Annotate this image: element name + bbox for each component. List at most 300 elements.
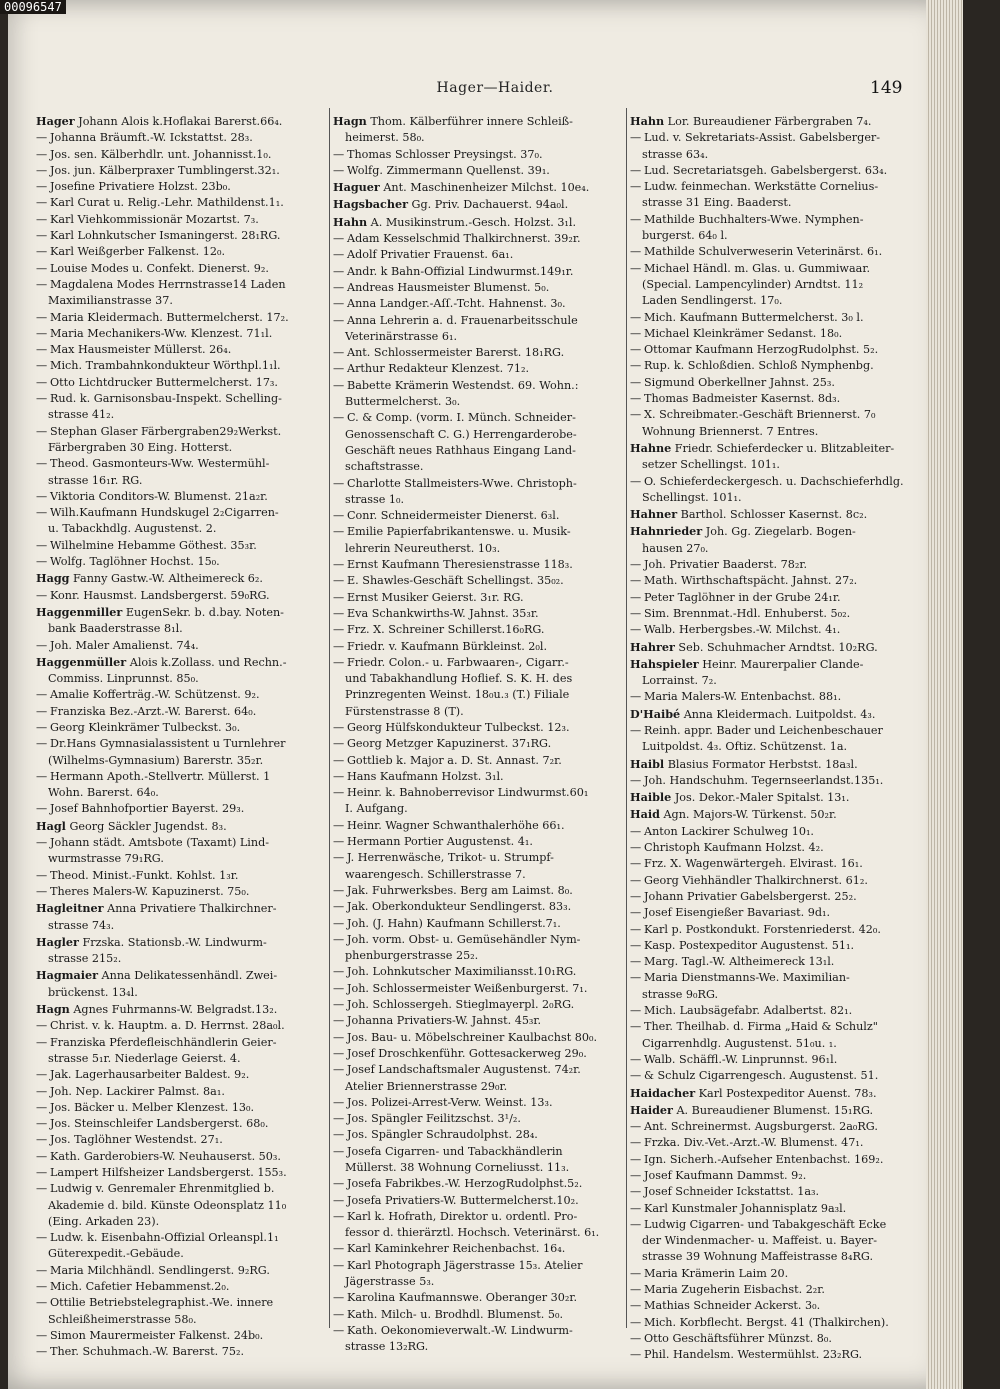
directory-entry: — Jak. Lagerhausarbeiter Baldest. 9₂. <box>36 1068 250 1082</box>
entry-continuation: phenburgerstrasse 25₂. <box>345 949 479 963</box>
directory-entry: — Walb. Herbergsbes.-W. Milchst. 4₁. <box>630 623 841 637</box>
entry-continuation: der Windenmacher- u. Maffeist. u. Bayer- <box>642 1234 878 1248</box>
entry-text: EugenSekr. b. d.bay. Noten- <box>122 605 284 619</box>
entry-text: Josefine Privatiere Holzst. 23b₀. <box>50 180 231 194</box>
entry-text: Gg. Priv. Dachauerst. 94a₀l. <box>407 198 569 212</box>
entry-text: Jak. Oberkondukteur Sendlingerst. 83₃. <box>347 900 572 914</box>
entry-text: Wilh.Kaufmann Hundskugel 2₂Cigarren- <box>50 506 279 520</box>
surname: Hahnrieder <box>630 524 703 539</box>
directory-entry: — Peter Taglöhner in der Grube 24₁r. <box>630 590 841 604</box>
entry-text: Walb. Herbergsbes.-W. Milchst. 4₁. <box>644 623 841 637</box>
directory-entry: — Georg Metzger Kapuzinerst. 37₁RG. <box>333 737 552 751</box>
surname: Hagler <box>36 934 79 949</box>
directory-entry: — Johann Privatier Gabelsbergerst. 25₂. <box>630 889 857 903</box>
surname: Haggenmüller <box>36 654 127 669</box>
directory-entry: — J. Herrenwäsche, Trikot- u. Strumpf- <box>333 851 554 865</box>
entry-text: Christ. v. k. Hauptm. a. D. Herrnst. 28a₀l. <box>50 1019 285 1033</box>
entry-text: Mich. Laubsägefabr. Adalbertst. 82₁. <box>644 1004 853 1018</box>
entry-text: Maria Mechanikers-Ww. Klenzest. 71₁l. <box>50 326 273 340</box>
directory-entry: — Jak. Fuhrwerksbes. Berg am Laimst. 8₀. <box>333 883 573 897</box>
directory-entry: — Jos. Spängler Schraudolphst. 28₄. <box>333 1128 538 1142</box>
entry-continuation: Lorrainst. 7₂. <box>642 674 717 688</box>
directory-entry: — Marg. Tagl.-W. Altheimereck 13₁l. <box>630 955 835 969</box>
surname-entry <box>630 656 922 673</box>
entry-text: Jos. sen. Kälberhdlr. unt. Johannisst.1₀. <box>50 147 272 161</box>
entry-text: Josef Eisengießer Bavariast. 9d₁. <box>644 906 831 920</box>
directory-entry: — Wolfg. Taglöhner Hochst. 15₀. <box>36 555 220 569</box>
entry-text: Josefa Fabrikbes.-W. HerzogRudolphst.5₂. <box>347 1177 583 1191</box>
book-spine-edge <box>926 0 963 1389</box>
directory-entry: — Johanna Privatiers-W. Jahnst. 45₃r. <box>333 1014 542 1028</box>
surname-entry <box>630 756 922 773</box>
directory-entry: — O. Schieferdeckergesch. u. Dachschieferhdlg. <box>630 474 904 488</box>
entry-text: Theod. Gasmonteurs-Ww. Westermühl- <box>50 457 270 471</box>
entry-text: Friedr. Colon.- u. Farbwaaren-, Cigarr.- <box>347 655 569 669</box>
entry-continuation: Veterinärstrasse 6₁. <box>345 329 458 343</box>
entry-text: Rud. k. Garnisonsbau-Inspekt. Schelling- <box>50 392 282 406</box>
entry-text: Agnes Fuhrmanns-W. Belgradst.13₂. <box>69 1003 278 1017</box>
entry-text: Karl Lohnkutscher Ismaningerst. 28₁RG. <box>50 229 281 243</box>
surname-entry <box>630 706 922 723</box>
entry-text: Barthol. Schlosser Kasernst. 8c₂. <box>677 508 868 522</box>
directory-entry: — Adolf Privatier Frauenst. 6a₁. <box>333 248 514 262</box>
directory-entry: — Thomas Badmeister Kasernst. 8d₃. <box>630 392 841 406</box>
directory-entry: — Joh. Nep. Lackirer Palmst. 8a₁. <box>36 1084 225 1098</box>
entry-continuation: strasse 9₀RG. <box>642 987 719 1001</box>
entry-text: Wolfg. Zimmermann Quellenst. 39₁. <box>347 163 550 177</box>
entry-text: Karl Kunstmaler Johannisplatz 9a₃l. <box>644 1201 847 1215</box>
surname-entry <box>36 818 328 835</box>
entry-text: Amalie Kofferträg.-W. Schützenst. 9₂. <box>50 688 260 702</box>
entry-text: Joh. Gg. Ziegelarb. Bogen- <box>702 525 856 539</box>
directory-entry: — Hans Kaufmann Holzst. 3₁l. <box>333 769 504 783</box>
entry-text: Anna Kleidermach. Luitpoldst. 4₃. <box>680 707 876 721</box>
entry-text: Jos. Polizei-Arrest-Verw. Weinst. 13₃. <box>347 1095 553 1109</box>
entry-text: Ottilie Betriebstelegraphist.-We. innere <box>50 1296 274 1310</box>
directory-entry: — Frzka. Div.-Vet.-Arzt.-W. Blumenst. 47₁. <box>630 1136 864 1150</box>
entry-text: Louise Modes u. Confekt. Dienerst. 9₂. <box>50 261 269 275</box>
entry-text: Jos. Spängler Schraudolphst. 28₄. <box>347 1128 538 1142</box>
entry-text: Andreas Hausmeister Blumenst. 5₀. <box>347 280 550 294</box>
directory-entry: — Babette Krämerin Westendst. 69. Wohn.: <box>333 378 579 392</box>
entry-continuation: Fürstenstrasse 8 (T). <box>345 704 464 718</box>
directory-entry: — Mich. Laubsägefabr. Adalbertst. 82₁. <box>630 1004 853 1018</box>
directory-entry: — Mich. Trambahnkondukteur Wörthpl.1₁l. <box>36 359 281 373</box>
directory-entry: — Josef Kaufmann Dammst. 9₂. <box>630 1169 807 1182</box>
entry-continuation: Güterexpedit.-Gebäude. <box>48 1247 184 1261</box>
directory-entry: — Karl Photograph Jägerstrasse 15₃. Atelier <box>333 1258 583 1272</box>
directory-entry: — Sim. Brennmat.-Hdl. Enhuberst. 5₀₂. <box>630 606 851 620</box>
directory-entry: — Ernst Musiker Geierst. 3₁r. RG. <box>333 590 524 604</box>
entry-text: Karl p. Postkondukt. Forstenriederst. 42₀. <box>644 922 881 936</box>
entry-text: Josefa Cigarren- und Tabackhändlerin <box>347 1144 563 1158</box>
entry-text: Adolf Privatier Frauenst. 6a₁. <box>347 248 514 262</box>
directory-entry: — Jos. jun. Kälberpraxer Tumblingerst.32₁. <box>36 163 280 177</box>
surname-entry <box>36 604 328 621</box>
entry-text: E. Shawles-Geschäft Schellingst. 35₀₂. <box>347 574 564 588</box>
directory-entry: — Lud. Secretariatsgeh. Gabelsbergerst. 63₄. <box>630 163 888 177</box>
directory-entry: — Ign. Sicherh.-Aufseher Entenbachst. 169₂. <box>630 1152 884 1166</box>
entry-text: Mathias Schneider Ackerst. 3₀. <box>644 1299 821 1313</box>
entry-text: Karl Curat u. Relig.-Lehr. Mathildenst.1₁. <box>50 196 284 210</box>
entry-text: Wilhelmine Hebamme Göthest. 35₃r. <box>50 538 257 552</box>
entry-text: Ludw. feinmechan. Werkstätte Cornelius- <box>644 180 879 194</box>
entry-text: Jak. Fuhrwerksbes. Berg am Laimst. 8₀. <box>347 883 573 897</box>
surname: Hahn <box>333 214 368 229</box>
surname-entry <box>36 1001 328 1018</box>
directory-entry: — Josefa Cigarren- und Tabackhändlerin <box>333 1144 563 1158</box>
surname-entry <box>36 570 328 587</box>
entry-continuation: strasse 215₂. <box>48 952 122 966</box>
entry-continuation: fessor d. thierärztl. Hochsch. Veterinärst. 6₁. <box>345 1226 600 1240</box>
entry-text: A. Musikinstrum.-Gesch. Holzst. 3₁l. <box>367 215 577 229</box>
directory-entry: — Lud. v. Sekretariats-Assist. Gabelsberger- <box>630 131 881 145</box>
entry-text: Johann städt. Amtsbote (Taxamt) Lind- <box>50 836 270 850</box>
directory-entry: — Conr. Schneidermeister Dienerst. 6₃l. <box>333 509 560 523</box>
entry-continuation: Buttermelcherst. 3₀. <box>345 395 461 409</box>
entry-text: Otto Lichtdrucker Buttermelcherst. 17₃. <box>50 375 278 389</box>
surname: Hagn <box>36 1002 70 1017</box>
directory-entry: — Maria Krämerin Laim 20. <box>630 1266 789 1280</box>
surname: Haid <box>630 807 660 822</box>
entry-text: Ant. Schlossermeister Barerst. 18₁RG. <box>347 346 565 360</box>
entry-text: Dr.Hans Gymnasialassistent u Turnlehrer <box>50 737 286 751</box>
entry-continuation: (Wilhelms-Gymnasium) Barerstr. 35₂r. <box>48 753 264 767</box>
directory-entry: — Magdalena Modes Herrnstrasse14 Laden <box>36 277 286 291</box>
surname: Hahn <box>630 114 665 128</box>
entry-text: X. Schreibmater.-Geschäft Briennerst. 7₀ <box>644 408 876 422</box>
surname-entry <box>630 806 922 823</box>
directory-entry: — Jak. Oberkondukteur Sendlingerst. 83₃. <box>333 900 572 914</box>
directory-entry: — Mich. Cafetier Hebammenst.2₀. <box>36 1280 230 1294</box>
directory-entry: — Wilhelmine Hebamme Göthest. 35₃r. <box>36 538 257 552</box>
entry-continuation: Akademie d. bild. Künste Odeonsplatz 11₀ <box>48 1198 287 1212</box>
entry-text: Friedr. Schieferdecker u. Blitzableiter- <box>671 441 895 455</box>
directory-entry: — Johanna Bräumft.-W. Ickstattst. 28₃. <box>36 131 253 145</box>
entry-text: Jos. Dekor.-Maler Spitalst. 13₁. <box>671 791 850 805</box>
entry-text: Franziska Pferdefleischhändlerin Geier- <box>50 1035 277 1049</box>
scan-id-stamp: 00096547 <box>0 0 66 14</box>
entry-text: Anna Privatiere Thalkirchner- <box>103 902 277 916</box>
surname: Haider <box>630 1102 673 1117</box>
entry-continuation: Wohnung Briennerst. 7 Entres. <box>642 424 819 438</box>
directory-entry: — Karl Curat u. Relig.-Lehr. Mathildenst.1₁. <box>36 196 284 210</box>
directory-entry: — Josef Droschkenführ. Gottesackerweg 29₀. <box>333 1046 587 1060</box>
entry-text: Mathilde Buchhalters-Wwe. Nymphen- <box>644 212 864 226</box>
directory-entry: — Ludw. feinmechan. Werkstätte Cornelius- <box>630 180 879 194</box>
entry-text: O. Schieferdeckergesch. u. Dachschieferhdlg. <box>644 474 904 488</box>
entry-continuation: strasse 1₀. <box>345 492 405 506</box>
entry-text: Gottlieb k. Major a. D. St. Annast. 7₂r. <box>347 753 562 767</box>
entry-text: J. Herrenwäsche, Trikot- u. Strumpf- <box>347 851 554 865</box>
directory-entry: — Karl Kunstmaler Johannisplatz 9a₃l. <box>630 1201 847 1215</box>
directory-entry: — X. Schreibmater.-Geschäft Briennerst. 7₀ <box>630 408 876 422</box>
entry-text: Karl Kaminkehrer Reichenbachst. 16₄. <box>347 1242 566 1256</box>
directory-entry: — Reinh. appr. Bader und Leichenbeschauer <box>630 723 883 737</box>
entry-continuation: strasse 39 Wohnung Maffeistrasse 8₄RG. <box>642 1250 874 1264</box>
directory-entry: — Ther. Schuhmach.-W. Barerst. 75₂. <box>36 1345 245 1359</box>
directory-entry: — Ludwig Cigarren- und Tabakgeschäft Ecke <box>630 1217 887 1231</box>
directory-entry: — Ludwig v. Genremaler Ehrenmitglied b. <box>36 1182 275 1196</box>
directory-entry: — Ther. Theilhab. d. Firma „Haid & Schulz" <box>630 1020 878 1034</box>
directory-entry: — Theod. Gasmonteurs-Ww. Westermühl- <box>36 457 270 471</box>
entry-text: Frz. X. Wagenwärtergeh. Elvirast. 16₁. <box>644 857 863 871</box>
surname: Hagn <box>333 114 367 128</box>
entry-text: & Schulz Cigarrengesch. Augustenst. 51. <box>644 1069 879 1083</box>
entry-text: Mich. Kaufmann Buttermelcherst. 3₀ l. <box>644 310 864 324</box>
entry-text: Johanna Privatiers-W. Jahnst. 45₃r. <box>347 1014 542 1028</box>
entry-text: Jos. Bäcker u. Melber Klenzest. 13₀. <box>50 1100 255 1114</box>
entry-continuation: u. Tabackhdlg. Augustenst. 2. <box>48 522 217 536</box>
entry-text: Blasius Formator Herbstst. 18a₃l. <box>664 757 858 771</box>
directory-entry: — Simon Maurermeister Falkenst. 24b₀. <box>36 1328 264 1342</box>
directory-entry: — Konr. Hausmst. Landsbergerst. 59₀RG. <box>36 588 270 602</box>
entry-continuation: strasse 16₁r. RG. <box>48 473 143 487</box>
entry-text: Conr. Schneidermeister Dienerst. 6₃l. <box>347 509 560 523</box>
entry-text: Simon Maurermeister Falkenst. 24b₀. <box>50 1328 264 1342</box>
directory-entry: — Joh. Handschuhm. Tegernseerlandst.135₁. <box>630 773 884 787</box>
directory-entry: — Maria Kleidermach. Buttermelcherst. 17₂. <box>36 310 289 324</box>
entry-continuation: wurmstrasse 79₁RG. <box>48 852 164 866</box>
entry-text: Ign. Sicherh.-Aufseher Entenbachst. 169₂. <box>644 1152 884 1166</box>
directory-entry: — Frz. X. Schreiner Schillerst.16₀RG. <box>333 623 545 637</box>
entry-text: Josef Schneider Ickstattst. 1a₃. <box>644 1185 820 1199</box>
directory-entry: — Max Hausmeister Müllerst. 26₄. <box>36 343 232 357</box>
entry-text: Hermann Portier Augustenst. 4₁. <box>347 835 533 849</box>
directory-entry: — Wolfg. Zimmermann Quellenst. 39₁. <box>333 163 550 177</box>
directory-entry: — Johann städt. Amtsbote (Taxamt) Lind- <box>36 836 270 850</box>
directory-entry: — Hermann Portier Augustenst. 4₁. <box>333 835 533 849</box>
entry-continuation: Laden Sendlingerst. 17₀. <box>642 294 783 308</box>
entry-text: Lud. v. Sekretariats-Assist. Gabelsberger- <box>644 131 881 145</box>
directory-entry: — & Schulz Cigarrengesch. Augustenst. 51. <box>630 1069 879 1083</box>
directory-entry: — Wilh.Kaufmann Hundskugel 2₂Cigarren- <box>36 506 279 520</box>
directory-entry: — Joh. Schlossergeh. Stieglmayerpl. 2₀RG. <box>333 998 575 1012</box>
entry-continuation: strasse 41₂. <box>48 408 115 422</box>
surname-entry <box>36 113 328 130</box>
entry-continuation: schaftstrasse. <box>345 460 424 474</box>
entry-continuation: Genossenschaft C. G.) Herrengarderobe- <box>345 427 577 441</box>
directory-entry: — Joh. Schlossermeister Weißenburgerst. 7₁. <box>333 981 588 995</box>
directory-entry: — Jos. Steinschleifer Landsbergerst. 68₀. <box>36 1117 269 1131</box>
entry-text: Kath. Oekonomieverwalt.-W. Lindwurm- <box>347 1323 573 1337</box>
column-rule <box>626 108 627 1328</box>
entry-text: Mathilde Schulverweserin Veterinärst. 6₁. <box>644 245 883 259</box>
directory-entry: — Franziska Pferdefleischhändlerin Geier- <box>36 1035 277 1049</box>
entry-continuation: strasse 63₄. <box>642 147 709 161</box>
entry-continuation: Atelier Briennerstrasse 29₀r. <box>345 1079 508 1093</box>
directory-entry: — Sigmund Oberkellner Jahnst. 25₃. <box>630 375 835 389</box>
column-3 <box>630 113 922 1362</box>
directory-entry: — Mathias Schneider Ackerst. 3₀. <box>630 1299 821 1313</box>
entry-text: Karolina Kaufmannswe. Oberanger 30₂r. <box>347 1291 578 1305</box>
entry-continuation: Commiss. Linprunnst. 85₀. <box>48 672 199 686</box>
entry-text: Mich. Korbflecht. Bergst. 41 (Thalkirchen). <box>644 1315 889 1329</box>
directory-entry: — Joh. vorm. Obst- u. Gemüsehändler Nym- <box>333 932 581 946</box>
entry-text: Wolfg. Taglöhner Hochst. 15₀. <box>50 555 220 569</box>
entry-text: Fanny Gastw.-W. Altheimereck 6₂. <box>69 572 263 586</box>
directory-entry: — Jos. Polizei-Arrest-Verw. Weinst. 13₃. <box>333 1095 553 1109</box>
entry-text: Georg Säckler Jugendst. 8₃. <box>65 819 227 833</box>
directory-entry: — Josef Schneider Ickstattst. 1a₃. <box>630 1185 820 1199</box>
entry-continuation: waarengesch. Schillerstrasse 7. <box>345 867 526 881</box>
directory-entry: — Josef Eisengießer Bavariast. 9d₁. <box>630 906 831 920</box>
surname-entry <box>333 179 625 196</box>
directory-entry: — Jos. Taglöhner Westendst. 27₁. <box>36 1133 223 1147</box>
entry-text: Josef Kaufmann Dammst. 9₂. <box>644 1169 807 1182</box>
entry-text: Ther. Theilhab. d. Firma „Haid & Schulz" <box>644 1020 878 1034</box>
directory-entry: — Thomas Schlosser Preysingst. 37₀. <box>333 147 543 161</box>
entry-text: Karl Photograph Jägerstrasse 15₃. Atelier <box>347 1258 583 1272</box>
directory-entry: — Stephan Glaser Färbergraben29₂Werkst. <box>36 424 282 438</box>
directory-entry: — Karl k. Hofrath, Direktor u. ordentl. Pro- <box>333 1209 578 1223</box>
entry-text: Lud. Secretariatsgeh. Gabelsbergerst. 63₄. <box>644 163 888 177</box>
directory-entry: — Lampert Hilfsheizer Landsbergerst. 155₃. <box>36 1166 287 1179</box>
directory-entry: — Theres Malers-W. Kapuzinerst. 75₀. <box>36 884 250 898</box>
entry-text: Kath. Garderobiers-W. Neuhauserst. 50₃. <box>50 1149 281 1163</box>
entry-text: Sigmund Oberkellner Jahnst. 25₃. <box>644 375 835 389</box>
entry-text: Reinh. appr. Bader und Leichenbeschauer <box>644 723 883 737</box>
directory-entry: — Heinr. Wagner Schwanthalerhöhe 66₁. <box>333 818 565 832</box>
directory-entry: — Mich. Korbflecht. Bergst. 41 (Thalkirchen). <box>630 1315 889 1329</box>
entry-text: Anna Delikatessenhändl. Zwei- <box>98 969 278 983</box>
directory-entry: — Karl p. Postkondukt. Forstenriederst. 42₀. <box>630 922 881 936</box>
directory-entry: — Phil. Handelsm. Westermühlst. 23₂RG. <box>630 1348 863 1362</box>
surname: Hagleitner <box>36 901 104 916</box>
surname: Hagl <box>36 818 66 833</box>
entry-text: Anton Lackirer Schulweg 10₁. <box>644 824 814 838</box>
entry-text: Maria Malers-W. Entenbachst. 88₁. <box>644 690 842 704</box>
entry-continuation: strasse 74₃. <box>48 918 115 932</box>
directory-entry: — Christ. v. k. Hauptm. a. D. Herrnst. 28a₀l. <box>36 1019 285 1033</box>
directory-entry: — Mich. Kaufmann Buttermelcherst. 3₀ l. <box>630 310 864 324</box>
entry-text: Heinr. Maurerpalier Clande- <box>698 657 864 671</box>
entry-text: Josef Landschaftsmaler Augustenst. 74₂r. <box>347 1063 581 1077</box>
surname: Haguer <box>333 180 380 195</box>
surname-entry <box>36 900 328 917</box>
entry-text: Frz. X. Schreiner Schillerst.16₀RG. <box>347 623 545 637</box>
entry-text: Rup. k. Schloßdien. Schloß Nymphenbg. <box>644 359 874 373</box>
entry-text: Mich. Trambahnkondukteur Wörthpl.1₁l. <box>50 359 281 373</box>
directory-entry: — Georg Hülfskondukteur Tulbeckst. 12₃. <box>333 720 570 734</box>
directory-entry: — Karl Viehkommissionär Mozartst. 7₃. <box>36 212 259 226</box>
directory-entry: — Adam Kesselschmid Thalkirchnerst. 39₂r. <box>333 232 581 246</box>
entry-continuation: I. Aufgang. <box>345 802 408 816</box>
directory-entry: — Anna Landger.-Aſſ.-Tcht. Hahnenst. 3₀. <box>333 297 566 311</box>
entry-text: Joh. Nep. Lackirer Palmst. 8a₁. <box>50 1084 225 1098</box>
entry-text: Jos. Taglöhner Westendst. 27₁. <box>50 1133 223 1147</box>
entry-text: Joh. Privatier Baaderst. 78₂r. <box>644 558 808 572</box>
directory-entry: — Rup. k. Schloßdien. Schloß Nymphenbg. <box>630 359 874 373</box>
surname: Haidacher <box>630 1085 696 1100</box>
directory-entry: — Kath. Garderobiers-W. Neuhauserst. 50₃. <box>36 1149 281 1163</box>
directory-entry: — Josefa Fabrikbes.-W. HerzogRudolphst.5₂. <box>333 1177 583 1191</box>
directory-entry: — Gottlieb k. Major a. D. St. Annast. 7₂r. <box>333 753 562 767</box>
entry-text: Phil. Handelsm. Westermühlst. 23₂RG. <box>644 1348 863 1362</box>
entry-continuation: Schleißheimerstrasse 58₀. <box>48 1312 197 1326</box>
entry-text: Karl Postexpeditor Auenst. 78₃. <box>695 1086 877 1100</box>
directory-entry: — Ant. Schlossermeister Barerst. 18₁RG. <box>333 346 565 360</box>
entry-text: Joh. Schlossermeister Weißenburgerst. 7₁. <box>347 981 588 995</box>
directory-entry: — Michael Händl. m. Glas. u. Gummiwaar. <box>630 261 871 275</box>
entry-text: C. & Comp. (vorm. I. Münch. Schneider- <box>347 411 576 425</box>
directory-entry: — Viktoria Conditors-W. Blumenst. 21a₂r. <box>36 489 268 503</box>
entry-text: Sim. Brennmat.-Hdl. Enhuberst. 5₀₂. <box>644 606 851 620</box>
surname-entry <box>630 506 922 523</box>
directory-entry: — Theod. Minist.-Funkt. Kohlst. 1₃r. <box>36 868 239 882</box>
entry-text: Karl k. Hofrath, Direktor u. ordentl. Pro- <box>347 1209 578 1223</box>
entry-text: Frzka. Div.-Vet.-Arzt.-W. Blumenst. 47₁. <box>644 1136 864 1150</box>
directory-entry: — Anna Lehrerin a. d. Frauenarbeitsschule <box>333 313 578 327</box>
directory-entry: — Dr.Hans Gymnasialassistent u Turnlehrer <box>36 737 286 751</box>
directory-entry: — Joh. Maler Amalienst. 74₄. <box>36 638 199 652</box>
directory-entry: — Frz. X. Wagenwärtergeh. Elvirast. 16₁. <box>630 857 863 871</box>
entry-text: Ludw. k. Eisenbahn-Offizial Orleanspl.1₁ <box>50 1231 279 1245</box>
entry-continuation: Cigarrenhdlg. Augustenst. 51₀u. ₁. <box>642 1036 837 1050</box>
entry-text: Karl Weißgerber Falkenst. 12₀. <box>50 245 226 259</box>
entry-text: Joh. Lohnkutscher Maximiliansst.10₁RG. <box>347 965 577 979</box>
entry-text: Ernst Kaufmann Theresienstrasse 118₃. <box>347 558 573 572</box>
entry-text: Stephan Glaser Färbergraben29₂Werkst. <box>50 424 282 438</box>
entry-text: Thomas Schlosser Preysingst. 37₀. <box>347 147 543 161</box>
entry-continuation: Schellingst. 101₁. <box>642 490 742 504</box>
directory-entry: — Joh. Lohnkutscher Maximiliansst.10₁RG. <box>333 965 577 979</box>
surname-entry <box>630 113 922 130</box>
entry-text: Michael Händl. m. Glas. u. Gummiwaar. <box>644 261 871 275</box>
entry-text: Peter Taglöhner in der Grube 24₁r. <box>644 590 841 604</box>
entry-text: Karl Viehkommissionär Mozartst. 7₃. <box>50 212 259 226</box>
entry-continuation: bank Baaderstrasse 8₁l. <box>48 622 183 636</box>
entry-text: Seb. Schuhmacher Arndtst. 10₂RG. <box>674 640 878 654</box>
directory-entry: — Karl Weißgerber Falkenst. 12₀. <box>36 245 226 259</box>
entry-text: Arthur Redakteur Klenzest. 71₂. <box>347 362 530 376</box>
directory-entry: — Josefine Privatiere Holzst. 23b₀. <box>36 180 231 194</box>
entry-text: Theres Malers-W. Kapuzinerst. 75₀. <box>50 884 250 898</box>
entry-text: Josefa Privatiers-W. Buttermelcherst.10₂. <box>347 1193 579 1207</box>
directory-entry: — Maria Zugeherin Eisbachst. 2₂r. <box>630 1283 825 1297</box>
directory-entry: — Maria Malers-W. Entenbachst. 88₁. <box>630 690 842 704</box>
entry-text: Maria Zugeherin Eisbachst. 2₂r. <box>644 1283 825 1297</box>
entry-text: Johann Alois k.Hoflakai Barerst.66₄. <box>74 115 283 128</box>
entry-text: Georg Viehhändler Thalkirchnerst. 61₂. <box>644 873 868 887</box>
entry-text: Hans Kaufmann Holzst. 3₁l. <box>347 769 504 783</box>
entry-text: Lampert Hilfsheizer Landsbergerst. 155₃. <box>50 1166 287 1179</box>
entry-continuation: strasse 31 Eing. Baaderst. <box>642 196 792 210</box>
entry-text: Charlotte Stallmeisters-Wwe. Christoph- <box>347 476 577 490</box>
entry-text: Thomas Badmeister Kasernst. 8d₃. <box>644 392 841 406</box>
entry-text: Maria Krämerin Laim 20. <box>644 1266 789 1280</box>
directory-entry: — Otto Lichtdrucker Buttermelcherst. 17₃. <box>36 375 278 389</box>
surname: Hahrer <box>630 639 675 654</box>
surname: Hahspieler <box>630 656 699 671</box>
entry-text: Heinr. k. Bahnoberrevisor Lindwurmst.60₁ <box>347 786 589 800</box>
entry-continuation: Geschäft neues Rathhaus Eingang Land- <box>345 443 576 457</box>
entry-continuation: Prinzregenten Weinst. 18₀u.₃ (T.) Filiale <box>345 688 570 702</box>
entry-continuation: (Eing. Arkaden 23). <box>48 1214 160 1228</box>
entry-text: Anna Lehrerin a. d. Frauenarbeitsschule <box>347 313 578 327</box>
entry-continuation: hausen 27₀. <box>642 541 709 555</box>
surname: Hahne <box>630 440 672 455</box>
entry-continuation: Wohn. Barerst. 64₀. <box>48 786 159 800</box>
entry-text: Anna Landger.-Aſſ.-Tcht. Hahnenst. 3₀. <box>347 297 566 311</box>
surname-entry <box>630 440 922 457</box>
entry-text: Maria Dienstmanns-We. Maximilian- <box>644 971 850 985</box>
directory-entry: — Maria Dienstmanns-We. Maximilian- <box>630 971 850 985</box>
entry-text: Kath. Milch- u. Brodhdl. Blumenst. 5₀. <box>347 1307 564 1321</box>
entry-text: Alois k.Zollass. und Rechn.- <box>126 655 287 669</box>
directory-entry: — Heinr. k. Bahnoberrevisor Lindwurmst.60₁ <box>333 786 589 800</box>
entry-continuation: (Special. Lampencylinder) Arndtst. 11₂ <box>642 277 864 291</box>
